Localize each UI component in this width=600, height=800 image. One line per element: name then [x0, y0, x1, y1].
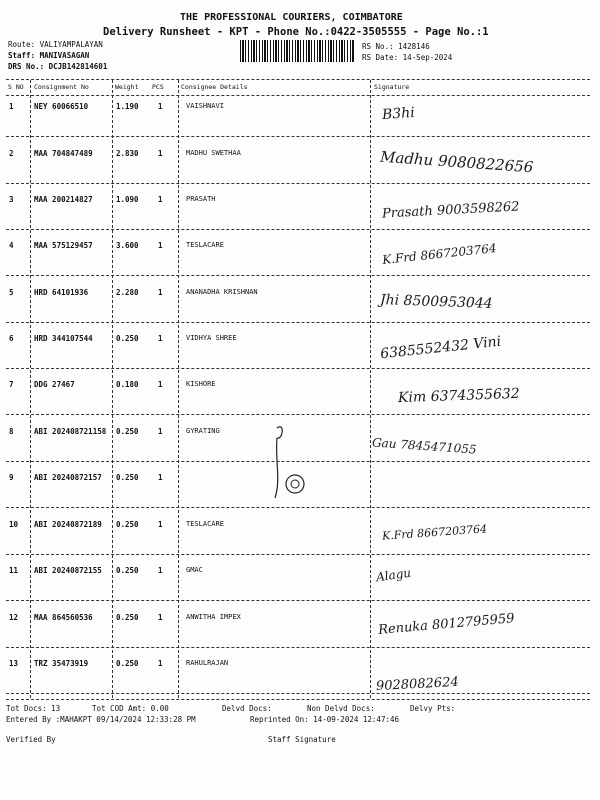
- row-separator: [6, 136, 590, 137]
- row-signature: Alagu: [375, 565, 412, 585]
- row-consignee: GYRATING: [186, 427, 220, 435]
- delivered-docs: Delvd Docs:: [222, 704, 272, 713]
- total-cod-amount: Tot COD Amt: 0.00: [92, 704, 169, 713]
- row-separator: [6, 322, 590, 323]
- delivery-points: Delvy Pts:: [410, 704, 456, 713]
- row-pcs: 1: [158, 102, 163, 111]
- row-signature: K.Frd 8667203764: [381, 241, 498, 267]
- row-signature: Gau 7845471055: [371, 435, 478, 457]
- col-divider: [112, 80, 113, 698]
- row-consignment-no: NEY 60066510: [34, 102, 89, 111]
- barcode: [240, 40, 355, 62]
- row-consignee: VAISHNAVI: [186, 102, 224, 110]
- row-weight: 0.250: [116, 334, 139, 343]
- row-consignment-no: DDG 27467: [34, 380, 75, 389]
- row-consignee: GMAC: [186, 566, 203, 574]
- row-weight: 0.250: [116, 473, 139, 482]
- row-weight: 0.250: [116, 427, 139, 436]
- row-separator: [6, 600, 590, 601]
- row-sno: 6: [9, 334, 14, 343]
- row-pcs: 1: [158, 195, 163, 204]
- row-separator: [6, 693, 590, 694]
- verified-by-label: Verified By: [6, 735, 56, 744]
- row-sno: 8: [9, 427, 14, 436]
- row-consignment-no: HRD 344107544: [34, 334, 93, 343]
- col-divider: [30, 80, 31, 698]
- row-sno: 5: [9, 288, 14, 297]
- entered-by: Entered By :MAHAKPT 09/14/2024 12:33:28 PM: [6, 715, 196, 724]
- col-sno: S NO: [8, 83, 24, 91]
- row-signature: Jhi 8500953044: [379, 292, 493, 312]
- row-sno: 11: [9, 566, 19, 575]
- row-weight: 1.190: [116, 102, 139, 111]
- row-signature: Prasath 9003598262: [381, 199, 520, 222]
- rs-date: RS Date: 14-Sep-2024: [362, 53, 453, 62]
- drs-number: DRS No.: DCJB142814601: [8, 62, 108, 71]
- row-sno: 7: [9, 380, 14, 389]
- company-title: THE PROFESSIONAL COURIERS, COIMBATORE: [180, 12, 403, 23]
- row-signature: 9028082624: [375, 674, 460, 695]
- row-separator: [6, 229, 590, 230]
- row-weight: 0.250: [116, 566, 139, 575]
- reprinted-on: Reprinted On: 14-09-2024 12:47:46: [250, 715, 400, 724]
- row-sno: 2: [9, 149, 14, 158]
- row-consignment-no: HRD 64101936: [34, 288, 89, 297]
- staff-label: Staff: MANIVASAGAN: [8, 51, 90, 60]
- row-sno: 9: [9, 473, 14, 482]
- total-docs: Tot Docs: 13: [6, 704, 61, 713]
- col-pcs: PCS: [152, 83, 164, 91]
- col-divider: [178, 80, 179, 698]
- row-signature: B3hi: [381, 104, 416, 124]
- row-weight: 2.830: [116, 149, 139, 158]
- header-bottom-rule: [6, 95, 590, 96]
- row-consignment-no: ABI 20240872157: [34, 473, 102, 482]
- row-sno: 13: [9, 659, 19, 668]
- row-signature: Renuka 8012795959: [377, 611, 516, 638]
- row-consignee: RAHULRAJAN: [186, 659, 229, 667]
- row-consignment-no: TRZ 35473919: [34, 659, 89, 668]
- row-sno: 3: [9, 195, 14, 204]
- row-pcs: 1: [158, 613, 163, 622]
- row-consignee: TESLACARE: [186, 241, 224, 249]
- row-consignment-no: ABI 202408721158: [34, 427, 107, 436]
- row-separator: [6, 275, 590, 276]
- col-consignment: Consignment No: [34, 83, 89, 91]
- row-separator: [6, 647, 590, 648]
- row-consignee: TESLACARE: [186, 520, 224, 528]
- row-signature: Madhu 9080822656: [379, 147, 534, 177]
- row-weight: 0.250: [116, 613, 139, 622]
- row-weight: 1.090: [116, 195, 139, 204]
- row-consignment-no: MAA 864560536: [34, 613, 93, 622]
- row-weight: 2.280: [116, 288, 139, 297]
- row-consignment-no: MAA 575129457: [34, 241, 93, 250]
- row-pcs: 1: [158, 473, 163, 482]
- row-consignment-no: MAA 704847489: [34, 149, 93, 158]
- row-weight: 0.250: [116, 659, 139, 668]
- route-label: Route: VALIYAMPALAYAN: [8, 40, 103, 49]
- row-separator: [6, 183, 590, 184]
- row-sno: 10: [9, 520, 19, 529]
- row-consignee: MADHU SWETHAA: [186, 149, 241, 157]
- row-consignment-no: ABI 20240872155: [34, 566, 102, 575]
- row-sno: 4: [9, 241, 14, 250]
- row-pcs: 1: [158, 427, 163, 436]
- row-pcs: 1: [158, 520, 163, 529]
- row-signature: K.Frd 8667203764: [381, 522, 488, 543]
- staff-signature-label: Staff Signature: [268, 735, 336, 744]
- row-signature: Kim 6374355632: [397, 385, 520, 407]
- non-delivered-docs: Non Delvd Docs:: [307, 704, 375, 713]
- row-consignee: ANWITHA IMPEX: [186, 613, 241, 621]
- row-pcs: 1: [158, 659, 163, 668]
- col-weight: Weight: [115, 83, 139, 91]
- row-consignee: VIDHYA SHREE: [186, 334, 237, 342]
- col-divider: [370, 80, 371, 698]
- row-sno: 12: [9, 613, 19, 622]
- row-consignee: KISHORE: [186, 380, 216, 388]
- row-consignee: PRASATH: [186, 195, 216, 203]
- rs-number: RS No.: 1428146: [362, 42, 430, 51]
- runsheet-subtitle: Delivery Runsheet - KPT - Phone No.:0422-3505555 - Page No.:1: [103, 26, 489, 38]
- row-sno: 1: [9, 102, 14, 111]
- row-weight: 3.600: [116, 241, 139, 250]
- row-pcs: 1: [158, 334, 163, 343]
- row-consignment-no: ABI 20240872189: [34, 520, 102, 529]
- col-consignee: Consignee Details: [181, 83, 248, 91]
- col-signature: Signature: [374, 83, 410, 91]
- footer-rule: [6, 699, 590, 700]
- row-weight: 0.250: [116, 520, 139, 529]
- row-pcs: 1: [158, 288, 163, 297]
- row-separator: [6, 414, 590, 415]
- row-separator: [6, 554, 590, 555]
- row-separator: [6, 368, 590, 369]
- header-top-rule: [6, 79, 590, 80]
- row-weight: 0.180: [116, 380, 139, 389]
- row-consignee: ANANADHA KRISHNAN: [186, 288, 258, 296]
- row-pcs: 1: [158, 149, 163, 158]
- row-pcs: 1: [158, 380, 163, 389]
- row-pcs: 1: [158, 566, 163, 575]
- row-pcs: 1: [158, 241, 163, 250]
- row-signature: 6385552432 Vini: [379, 333, 502, 363]
- row-consignment-no: MAA 200214827: [34, 195, 93, 204]
- scribble-mark: [255, 420, 315, 510]
